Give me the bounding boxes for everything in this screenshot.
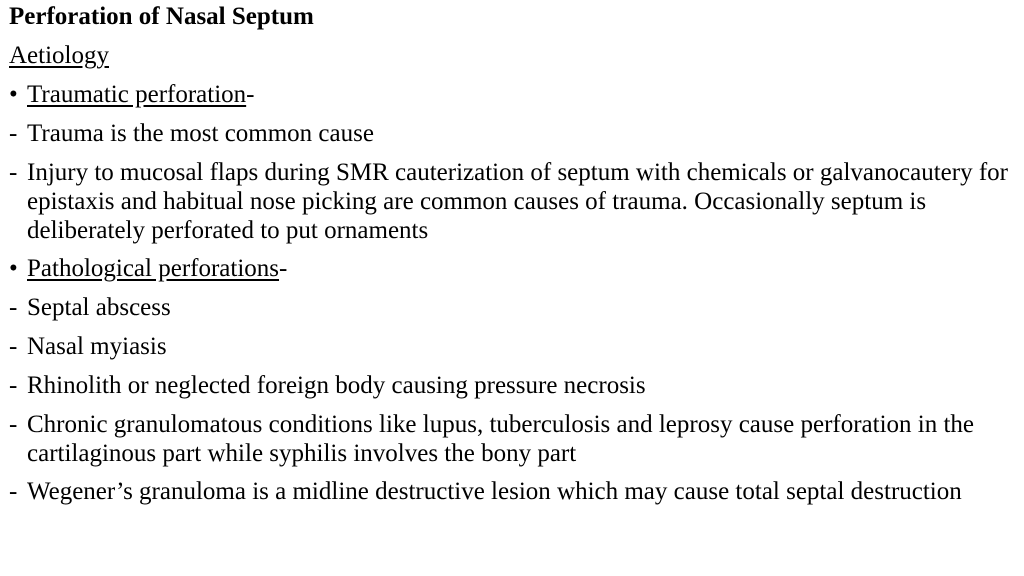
list-item	[9, 119, 1014, 149]
list-item	[9, 332, 1014, 362]
dash-marker: -	[9, 478, 18, 505]
dash-marker: -	[9, 372, 18, 399]
list-item	[9, 371, 1014, 401]
list-item-text: Trauma is the most common cause	[27, 120, 374, 147]
heading-suffix: -	[246, 81, 255, 108]
list-item-text: Septal abscess	[27, 294, 171, 321]
section-heading-pathological	[9, 254, 1014, 284]
bullet-marker: •	[9, 81, 18, 108]
dash-marker: -	[9, 411, 18, 438]
slide	[9, 0, 1014, 506]
heading-suffix: -	[279, 255, 288, 282]
dash-marker: -	[9, 120, 18, 147]
bullet-marker: •	[9, 255, 18, 282]
list-item-text: Nasal myiasis	[27, 333, 167, 360]
list-item	[9, 477, 1014, 506]
list-item	[9, 158, 1014, 245]
list-item-text: Injury to mucosal flaps during SMR cauterization of septum with chemicals or galvanocautery for epistaxis and habitual nose picking are common causes of trauma. Occasionally septum is deliberately perforated to put ornaments	[27, 159, 1008, 244]
list-item-text: Wegener’s granuloma is a midline destructive lesion which may cause total septal destruction	[27, 478, 962, 505]
list-item-text: Rhinolith or neglected foreign body causing pressure necrosis	[27, 372, 646, 399]
dash-marker: -	[9, 333, 18, 360]
slide-title: Perforation of Nasal Septum	[9, 3, 314, 30]
dash-marker: -	[9, 294, 18, 321]
heading-label: Traumatic perforation	[27, 81, 247, 108]
section-heading-traumatic	[9, 80, 1014, 110]
list-item-text: Chronic granulomatous conditions like lupus, tuberculosis and leprosy cause perforation in the cartilaginous part while syphilis involves the bony part	[27, 411, 975, 467]
list-item	[9, 410, 1014, 468]
dash-marker: -	[9, 159, 18, 186]
list-item	[9, 293, 1014, 323]
aetiology-subheading: Aetiology	[9, 42, 109, 69]
heading-label: Pathological perforations	[27, 255, 280, 282]
